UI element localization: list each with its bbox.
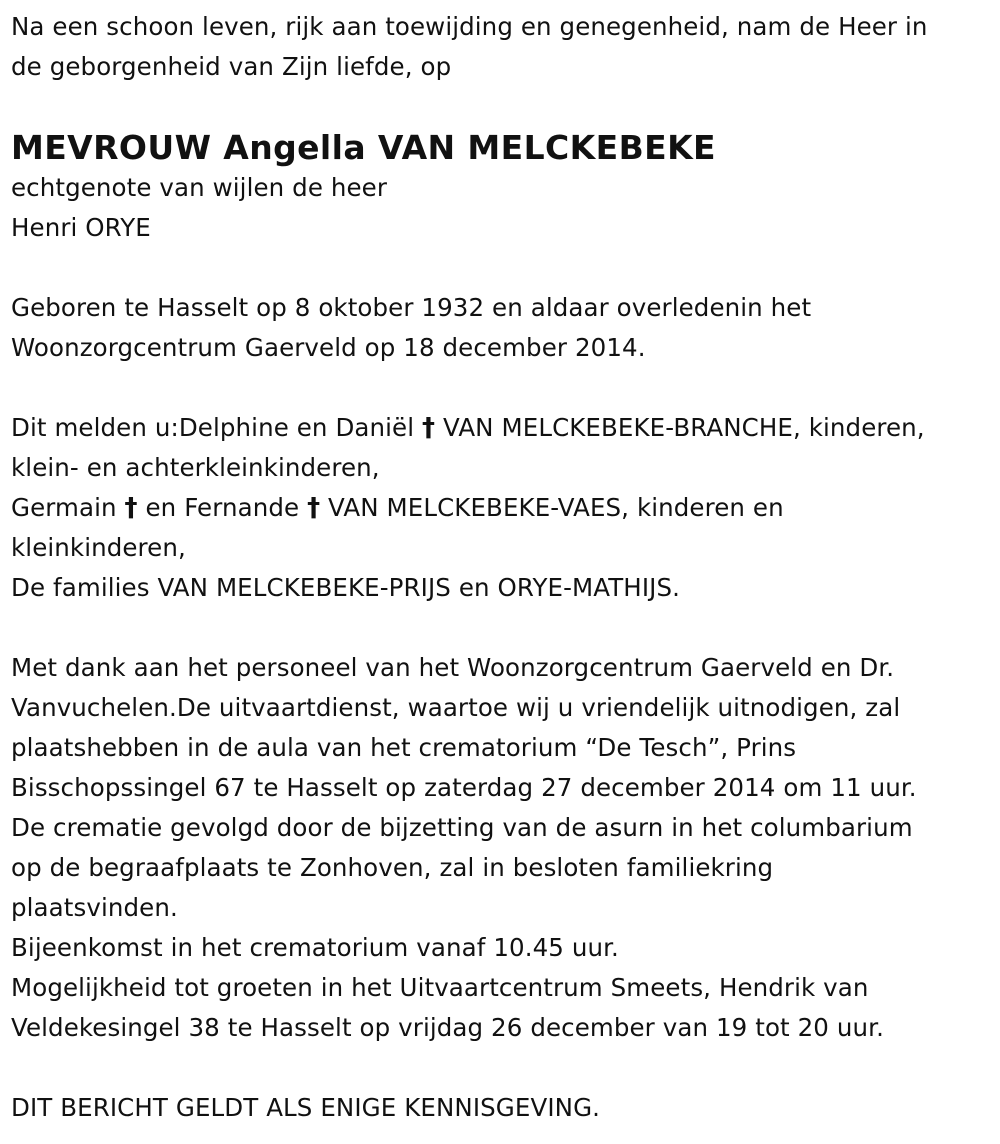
spacer — [11, 1048, 990, 1088]
spacer — [11, 608, 990, 648]
family-text: VAN MELCKEBEKE-VAES, kinderen en — [320, 493, 784, 522]
service-line: De crematie gevolgd door de bijzetting van de asurn in het columbarium — [11, 813, 913, 842]
relation-line: echtgenote van wijlen de heer — [11, 173, 388, 202]
service-line: Veldekesingel 38 te Hasselt op vrijdag 26 december van 19 tot 20 uur. — [11, 1013, 884, 1042]
cross-icon: † — [124, 493, 138, 523]
closing-line: DIT BERICHT GELDT ALS ENIGE KENNISGEVING. — [11, 1093, 601, 1122]
service-line: plaatshebben in de aula van het crematorium “De Tesch”, Prins — [11, 733, 797, 762]
service-line: plaatsvinden. — [11, 893, 178, 922]
family-text: VAN MELCKEBEKE-BRANCHE, kinderen, — [435, 413, 925, 442]
family-text: Dit melden u:Delphine en Daniël — [11, 413, 423, 442]
service-line: Mogelijkheid tot groeten in het Uitvaartcentrum Smeets, Hendrik van — [11, 973, 869, 1002]
family-announcement — [11, 408, 990, 608]
service-line: Bijeenkomst in het crematorium vanaf 10.45 uur. — [11, 933, 619, 962]
family-text: en Fernande — [137, 493, 308, 522]
service-details — [11, 648, 990, 1048]
service-line: Vanvuchelen.De uitvaartdienst, waartoe wij u vriendelijk uitnodigen, zal — [11, 693, 901, 722]
family-line — [11, 488, 990, 528]
birth-death-line: Geboren te Hasselt op 8 oktober 1932 en aldaar overledenin het — [11, 293, 812, 322]
deceased-name: MEVROUW Angella VAN MELCKEBEKE — [11, 128, 716, 167]
spouse-relation — [11, 168, 990, 248]
family-line: De families VAN MELCKEBEKE-PRIJS en ORYE-MATHIJS. — [11, 573, 681, 602]
service-line: op de begraafplaats te Zonhoven, zal in besloten familiekring — [11, 853, 774, 882]
family-text: Germain — [11, 493, 125, 522]
family-line: klein- en achterkleinkinderen, — [11, 453, 380, 482]
birth-death-details — [11, 288, 990, 368]
service-line: Bisschopssingel 67 te Hasselt op zaterdag 27 december 2014 om 11 uur. — [11, 773, 917, 802]
spacer — [11, 248, 990, 288]
closing-statement — [11, 1088, 990, 1128]
family-line — [11, 408, 990, 448]
intro-text — [11, 7, 990, 87]
cross-icon: † — [422, 413, 436, 443]
relation-line: Henri ORYE — [11, 213, 151, 242]
cross-icon: † — [307, 493, 321, 523]
family-line: kleinkinderen, — [11, 533, 186, 562]
service-line: Met dank aan het personeel van het Woonzorgcentrum Gaerveld en Dr. — [11, 653, 895, 682]
birth-death-line: Woonzorgcentrum Gaerveld op 18 december 2014. — [11, 333, 646, 362]
intro-line: Na een schoon leven, rijk aan toewijding en genegenheid, nam de Heer in — [11, 12, 928, 41]
intro-line: de geborgenheid van Zijn liefde, op — [11, 52, 452, 81]
spacer — [11, 368, 990, 408]
